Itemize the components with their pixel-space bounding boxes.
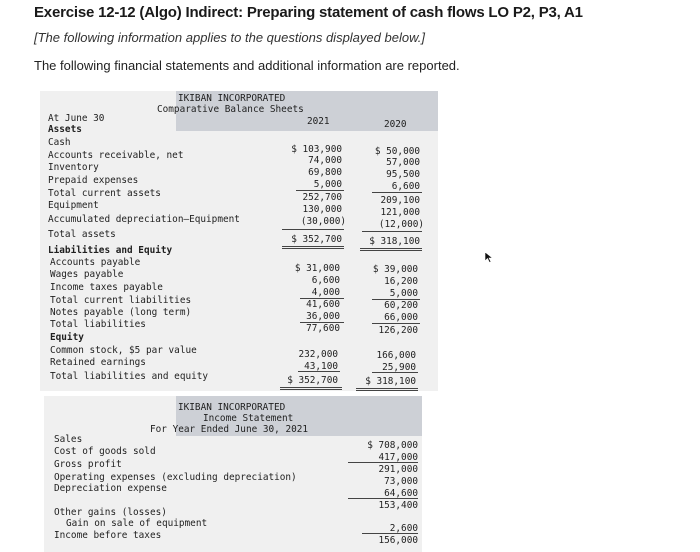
is-row-value: $ 708,000 bbox=[367, 440, 418, 451]
bs-row-label: Total assets bbox=[48, 229, 116, 240]
bs-year-2020: 2020 bbox=[384, 119, 407, 130]
bs-row-2021: 6,600 bbox=[311, 275, 340, 286]
bs-row-2020: 126,200 bbox=[378, 325, 418, 336]
is-row-label: Income before taxes bbox=[54, 530, 162, 541]
is-row-label: Sales bbox=[54, 434, 83, 445]
is-row-value: 73,000 bbox=[384, 476, 418, 487]
is-period: For Year Ended June 30, 2021 bbox=[150, 424, 309, 435]
is-company: IKIBAN INCORPORATED bbox=[178, 402, 286, 413]
total-rule bbox=[360, 248, 422, 249]
is-row-value: 417,000 bbox=[378, 452, 418, 463]
is-row-value: 2,600 bbox=[389, 523, 418, 534]
exercise-title: Exercise 12-12 (Algo) Indirect: Preparing statement of cash flows LO P2, P3, A1 bbox=[34, 4, 583, 21]
bs-row-label: Total liabilities bbox=[50, 319, 146, 330]
bs-row-label: Accounts receivable, net bbox=[48, 150, 184, 161]
applies-note: [The following information applies to the questions displayed below.] bbox=[34, 30, 425, 45]
bs-row-label: Retained earnings bbox=[50, 357, 146, 368]
is-row-value: 156,000 bbox=[378, 535, 418, 546]
is-row-label: Cost of goods sold bbox=[54, 446, 156, 457]
subtotal-rule bbox=[372, 192, 422, 193]
total-rule bbox=[360, 250, 422, 251]
subtotal-rule bbox=[372, 372, 418, 373]
bs-row-label: Wages payable bbox=[50, 269, 124, 280]
bs-row-2020: 16,200 bbox=[384, 276, 418, 287]
bs-row-2021: 74,000 bbox=[308, 155, 342, 166]
bs-row-2020: 5,000 bbox=[389, 288, 418, 299]
bs-row-2021: $ 103,900 bbox=[291, 144, 342, 155]
bs-row-2021: $ 352,700 bbox=[291, 234, 342, 245]
bs-row-label: Total liabilities and equity bbox=[50, 371, 209, 382]
bs-row-label: Cash bbox=[48, 137, 71, 148]
subtotal-rule bbox=[362, 533, 418, 534]
bs-row-2021: 5,000 bbox=[313, 179, 342, 190]
total-rule bbox=[356, 390, 418, 391]
bs-row-label: Accounts payable bbox=[50, 257, 141, 268]
bs-row-2020: $ 39,000 bbox=[372, 264, 418, 275]
bs-row-label: Equipment bbox=[48, 200, 99, 211]
intro-text: The following financial statements and additional information are reported. bbox=[34, 58, 460, 73]
bs-row-2021: 4,000 bbox=[311, 287, 340, 298]
total-rule bbox=[280, 387, 342, 388]
subtotal-rule bbox=[298, 371, 340, 372]
bs-row-2020: 95,500 bbox=[386, 169, 420, 180]
bs-row-2021: 77,600 bbox=[306, 323, 340, 334]
subtotal-rule bbox=[282, 229, 344, 230]
bs-row-label: Common stock, $5 par value bbox=[50, 345, 197, 356]
total-rule bbox=[356, 388, 418, 389]
bs-year-2021: 2021 bbox=[307, 116, 330, 127]
bs-row-2020: 6,600 bbox=[391, 181, 420, 192]
is-row-label: Depreciation expense bbox=[54, 483, 167, 494]
is-row-label: Gain on sale of equipment bbox=[66, 518, 208, 529]
bs-row-2020: 121,000 bbox=[380, 207, 420, 218]
is-row-label: Gross profit bbox=[54, 459, 122, 470]
is-other-heading: Other gains (losses) bbox=[54, 507, 167, 518]
bs-row-label: Income taxes payable bbox=[50, 282, 163, 293]
bs-row-label: Accumulated depreciation—Equipment bbox=[48, 214, 240, 225]
is-title: Income Statement bbox=[203, 413, 294, 424]
bs-row-2021: (30,000) bbox=[300, 216, 346, 227]
bs-row-2020: 166,000 bbox=[376, 350, 416, 361]
bs-row-label: Notes payable (long term) bbox=[50, 307, 192, 318]
bs-row-label: Inventory bbox=[48, 162, 99, 173]
bs-liab-heading: Liabilities and Equity bbox=[48, 245, 173, 256]
subtotal-rule bbox=[348, 498, 418, 499]
bs-row-2020: $ 318,100 bbox=[365, 376, 416, 387]
subtotal-rule bbox=[348, 462, 418, 463]
subtotal-rule bbox=[372, 323, 420, 324]
total-rule bbox=[282, 246, 344, 247]
bs-row-label: Total current assets bbox=[48, 188, 161, 199]
bs-row-2020: 57,000 bbox=[386, 157, 420, 168]
mouse-pointer-icon bbox=[484, 250, 494, 268]
bs-row-2021: 130,000 bbox=[302, 204, 342, 215]
bs-row-2020: 25,900 bbox=[382, 362, 416, 373]
bs-row-2020: (12,000) bbox=[378, 219, 424, 230]
bs-row-2020: 60,200 bbox=[384, 300, 418, 311]
total-rule bbox=[282, 248, 344, 249]
bs-row-2020: 209,100 bbox=[380, 195, 420, 206]
is-row-label: Operating expenses (excluding depreciation) bbox=[54, 472, 297, 483]
bs-row-label: Total current liabilities bbox=[50, 295, 192, 306]
bs-row-label: Prepaid expenses bbox=[48, 175, 139, 186]
bs-row-2021: $ 31,000 bbox=[294, 263, 340, 274]
bs-equity-heading: Equity bbox=[50, 332, 84, 343]
bs-row-2020: 66,000 bbox=[384, 312, 418, 323]
bs-assets-heading: Assets bbox=[48, 124, 82, 135]
total-rule bbox=[280, 389, 342, 390]
bs-row-2021: 232,000 bbox=[298, 349, 338, 360]
bs-title: Comparative Balance Sheets bbox=[157, 104, 304, 115]
bs-company: IKIBAN INCORPORATED bbox=[178, 93, 286, 104]
bs-row-2021: $ 352,700 bbox=[287, 375, 338, 386]
is-row-value: 291,000 bbox=[378, 464, 418, 475]
bs-row-2021: 43,100 bbox=[304, 361, 338, 372]
bs-row-2021: 252,700 bbox=[302, 192, 342, 203]
bs-row-2020: $ 318,100 bbox=[369, 236, 420, 247]
bs-row-2021: 41,600 bbox=[306, 299, 340, 310]
bs-row-2020: $ 50,000 bbox=[374, 146, 420, 157]
bs-row-2021: 69,800 bbox=[308, 167, 342, 178]
is-row-value: 64,600 bbox=[384, 488, 418, 499]
bs-row-2021: 36,000 bbox=[306, 311, 340, 322]
subtotal-rule bbox=[362, 231, 422, 232]
subtotal-rule bbox=[296, 190, 344, 191]
is-row-value: 153,400 bbox=[378, 500, 418, 511]
bs-date-label: At June 30 bbox=[48, 113, 105, 124]
